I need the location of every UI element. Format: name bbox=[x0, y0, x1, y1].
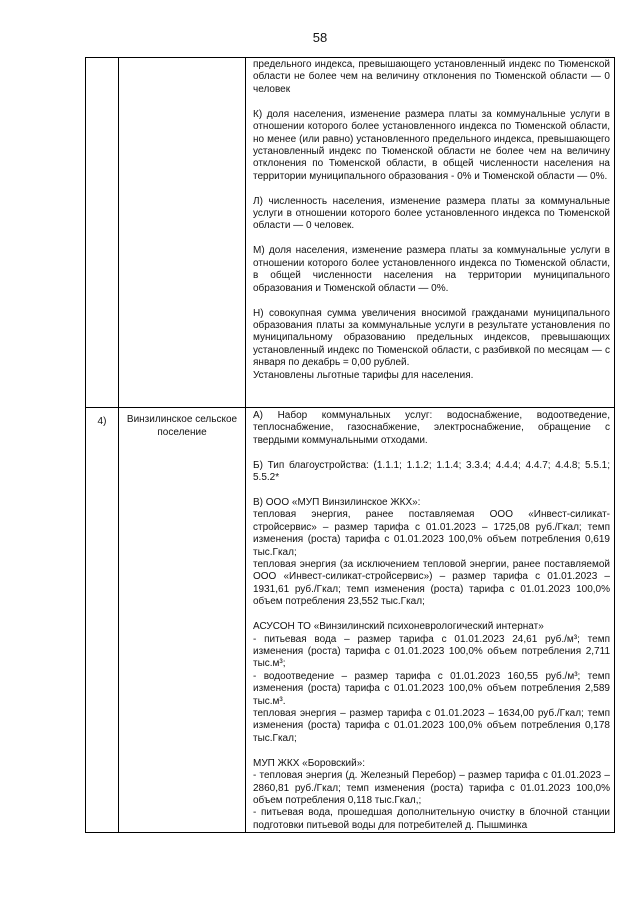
paragraph: АСУСОН ТО «Винзилинский психоневрологический интернат» - питьевая вода – размер тарифа с 01.01.2023 24,61 руб./м³; темп изменения (роста) тарифа с 01.01.2023 100,0% объем потребления 2,711 тыс.м³; - водоотведение – размер тарифа с 01.01.2023 160,55 руб./м³; темп изменения (роста) тарифа с 01.01.2023 100,0% объем потребления 2,589 тыс.м³. тепловая энергия – размер тарифа с 01.01.2023 – 1634,00 руб./Гкал; темп изменения (роста) тарифа с 01.01.2023 100,0% объем потребления 0,178 тыс.Гкал; bbox=[253, 621, 610, 744]
paragraph: Б) Тип благоустройства: (1.1.1; 1.1.2; 1.1.4; 3.3.4; 4.4.4; 4.4.7; 4.4.8; 5.5.1; 5.5.2* bbox=[253, 459, 610, 484]
paragraph: А) Набор коммунальных услуг: водоснабжение, водоотведение, теплоснабжение, газоснабжение, электроснабжение, обращение с твердыми коммунальными отходами. bbox=[253, 410, 610, 446]
paragraph: Л) численность населения, изменение размера платы за коммунальные услуги в отношении которого более установленного индекса по Тюменской области — 0 человек. bbox=[253, 195, 610, 232]
row-number-cell bbox=[86, 58, 119, 408]
table-row bbox=[86, 58, 615, 408]
row-content-cell bbox=[246, 58, 615, 408]
tariff-table bbox=[85, 57, 615, 833]
row-content-cell bbox=[246, 408, 615, 833]
settlement-name-cell: Винзилинское сельское поселение bbox=[119, 408, 246, 833]
row-name-cell bbox=[119, 58, 246, 408]
paragraph: предельного индекса, превышающего установленный индекс по Тюменской области не более чем на величину отклонения по Тюменской области — 0 человек bbox=[253, 59, 610, 95]
paragraph: Н) совокупная сумма увеличения вносимой гражданами муниципального образования платы за коммунальные услуги в результате установления по муниципальному образованию предельных индексов, превышающих установленный индекс по Тюменской области, с разбивкой по месяцам — с января по декабрь = 0,00 рублей. Установлены льготные тарифы для населения. bbox=[253, 307, 610, 381]
paragraph: К) доля населения, изменение размера платы за коммунальные услуги в отношении которого более установленного индекса по Тюменской области, но менее (или равно) установленного предельного индекса, превышающего установленный индекс по Тюменской области не более чем на величину отклонения по Тюменской области, в общей численности населения на территории муниципального образования - 0% и Тюменской области — 0%. bbox=[253, 108, 610, 182]
table-row bbox=[86, 408, 615, 833]
paragraph: М) доля населения, изменение размера платы за коммунальные услуги в отношении которого более установленного индекса по Тюменской области, в общей численности населения на территории муниципального образования и Тюменской области — 0%. bbox=[253, 245, 610, 294]
paragraph: МУП ЖКХ «Боровский»: - тепловая энергия (д. Железный Перебор) – размер тарифа с 01.01.2023 – 2860,81 руб./Гкал; темп изменения (роста) тарифа с 01.01.2023 100,0% объем потребления 0,118 тыс.Гкал,; - питьевая вода, прошедшая дополнительную очистку в блочной станции подготовки питьевой воды для потребителей д. Пышминка bbox=[253, 757, 610, 831]
page-number: 58 bbox=[312, 30, 328, 45]
row-number-cell: 4) bbox=[86, 408, 119, 833]
paragraph: В) ООО «МУП Винзилинское ЖКХ»: тепловая энергия, ранее поставляемая ООО «Инвест-силикат-стройсервис» – размер тарифа с 01.01.2023 – 1725,08 руб./Гкал; темп изменения (роста) тарифа с 01.01.2023 100,0% объем потребления 0,619 тыс.Гкал; тепловая энергия (за исключением тепловой энергии, ранее поставляемой ООО «Инвест-силикат-стройсервис») – размер тарифа с 01.01.2023 – 1931,61 руб./Гкал; темп изменения (роста) тарифа с 01.01.2023 100,0% объем потребления 23,552 тыс.Гкал; bbox=[253, 497, 610, 608]
